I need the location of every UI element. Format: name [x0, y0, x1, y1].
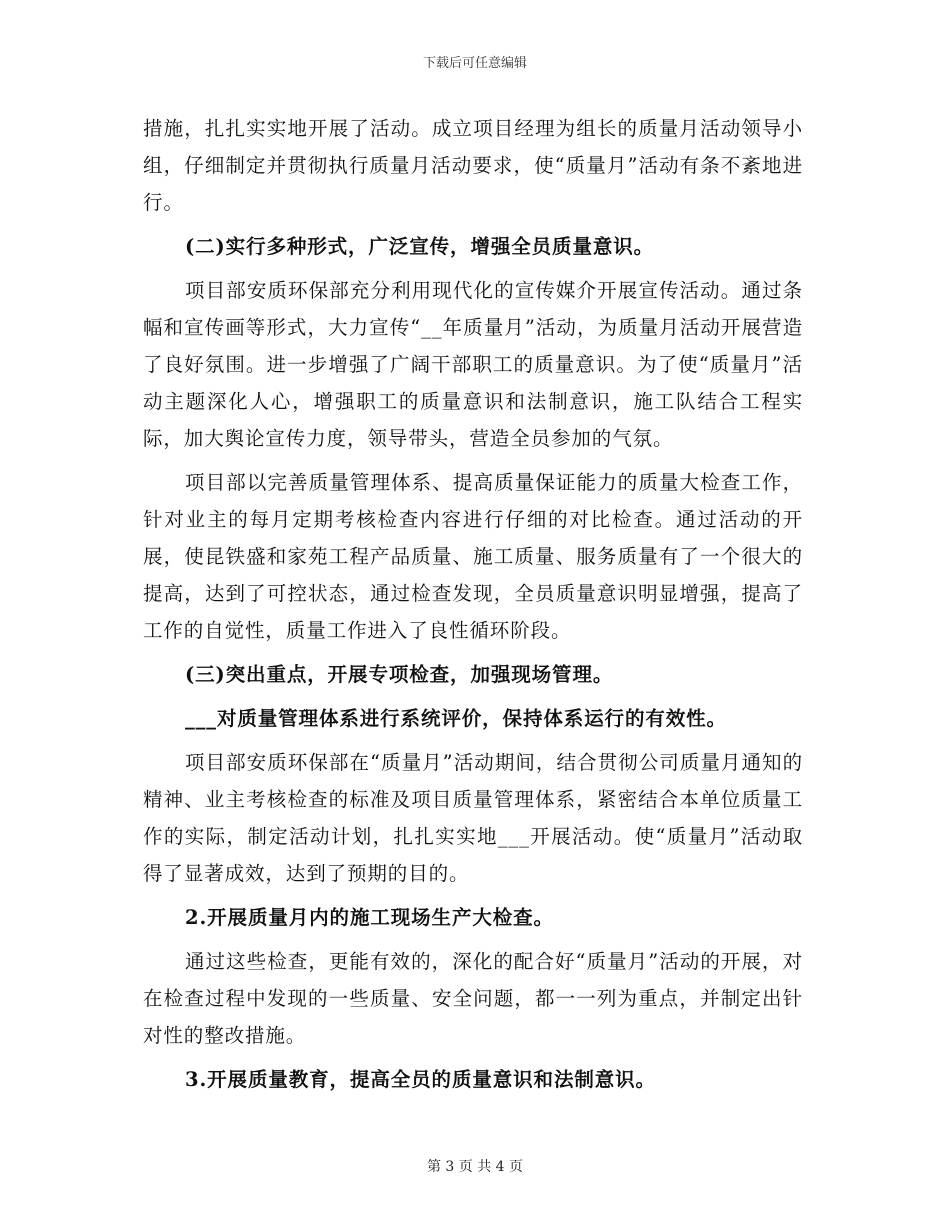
paragraph-inspection: 项目部以完善质量管理体系、提高质量保证能力的质量大检查工作，针对业主的每月定期考核检查内容进行仔细的对比检查。通过活动的开展，使昆铁盛和家苑工程产品质量、施工质量、服务质量有了一个很大的提高，达到了可控状态，通过检查发现，全员质量意识明显增强，提高了工作的自觉性，质量工作进入了良性循环阶段。: [143, 471, 803, 642]
document-body: [143, 110, 803, 1105]
subheading-1: ___对质量管理体系进行系统评价，保持体系运行的有效性。: [185, 707, 727, 730]
page-footer: 第 3 页 共 4 页: [426, 1159, 524, 1175]
subheading-3: 3.开展质量教育，提高全员的质量意识和法制意识。: [185, 1068, 656, 1091]
paragraph-site-check: 通过这些检查，更能有效的，深化的配合好“质量月”活动的开展，对在检查过程中发现的一些质量、安全问题，都一一列为重点，并制定出针对性的整改措施。: [143, 950, 803, 1047]
section-heading-3: (三)突出重点，开展专项检查，加强现场管理。: [185, 663, 614, 686]
page-header: 下载后可任意编辑: [422, 56, 527, 71]
paragraph-evaluation: 项目部安质环保部在“质量月”活动期间，结合贯彻公司质量月通知的精神、业主考核检查的标准及项目质量管理体系，紧密结合本单位质量工作的实际，制定活动计划，扎扎实实地___开展活动。使“质量月”活动取得了显著成效，达到了预期的目的。: [143, 751, 803, 885]
section-heading-2: (二)实行多种形式，广泛宣传，增强全员质量意识。: [185, 235, 655, 258]
paragraph-continuation: 措施，扎扎实实地开展了活动。成立项目经理为组长的质量月活动领导小组，仔细制定并贯彻执行质量月活动要求，使“质量月”活动有条不紊地进行。: [143, 117, 803, 214]
subheading-2: 2.开展质量月内的施工现场生产大检查。: [185, 906, 554, 929]
paragraph-publicity: 项目部安质环保部充分利用现代化的宣传媒介开展宣传活动。通过条幅和宣传画等形式，大力宣传“__年质量月”活动，为质量月活动开展营造了良好氛围。进一步增强了广阔干部职工的质量意识。为了使“质量月”活动主题深化人心，增强职工的质量意识和法制意识，施工队结合工程实际，加大舆论宣传力度，领导带头，营造全员参加的气氛。: [143, 279, 803, 450]
